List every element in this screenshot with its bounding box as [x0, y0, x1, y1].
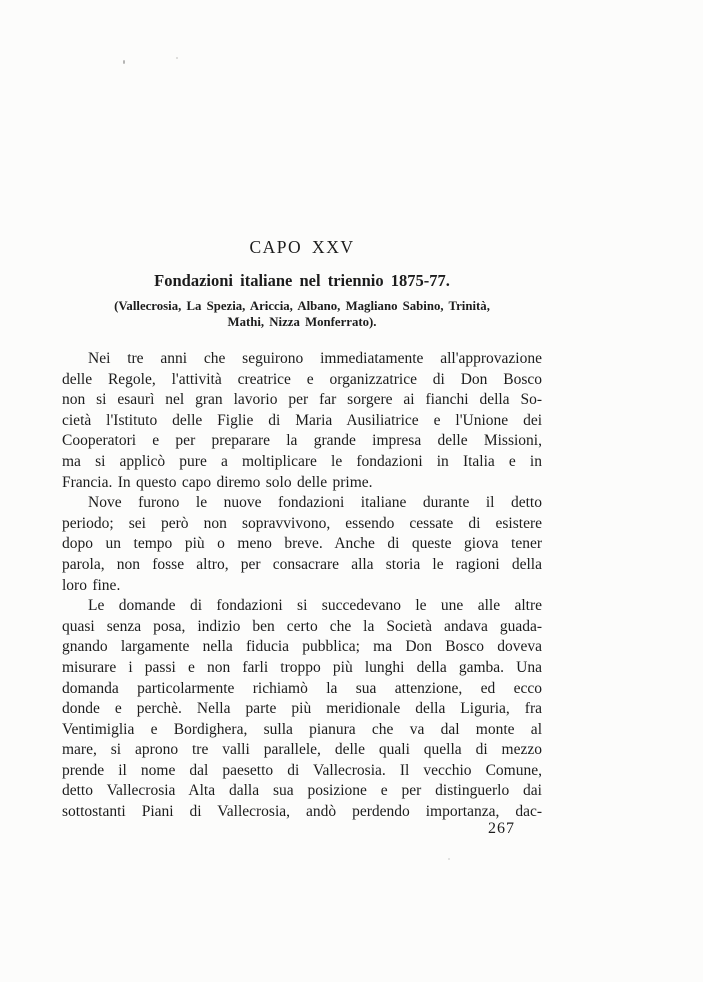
- text-line: delle Regole, l'attività creatrice e organizzatrice di Don Bosco: [62, 370, 542, 388]
- paragraph: [62, 349, 542, 493]
- scan-speck: [176, 57, 178, 59]
- text-line: periodo; sei però non sopravvivono, essendo cessate di esistere: [62, 514, 542, 532]
- text-line: Ventimiglia e Bordighera, sulla pianura che va dal monte al: [62, 720, 542, 738]
- text-block: [62, 237, 542, 823]
- subtitle-line-1: (Vallecrosia, La Spezia, Ariccia, Albano, Magliano Sabino, Trinità,: [114, 299, 490, 313]
- text-line: Nei tre anni che seguirono immediatamente all'approvazione: [88, 350, 542, 367]
- text-line: loro fine.: [62, 576, 121, 594]
- text-line: Le domande di fondazioni si succedevano le une alle altre: [88, 597, 542, 615]
- paragraph: [62, 596, 542, 823]
- text-line: detto Vallecrosia Alta dalla sua posizione e per distinguerlo dai: [62, 782, 542, 800]
- paragraph: [62, 493, 542, 596]
- text-line: cietà l'Istituto delle Figlie di Maria Ausiliatrice e l'Unione dei: [62, 411, 542, 429]
- text-line: quasi senza posa, indizio ben certo che la Società andava guada-: [62, 617, 542, 635]
- chapter-title: CAPO XXV: [249, 237, 355, 257]
- body-text: [62, 349, 542, 823]
- text-line: Cooperatori e per preparare la grande impresa delle Missioni,: [62, 432, 542, 450]
- text-line: non si esaurì nel gran lavorio per far sorgere ai fianchi della So-: [62, 391, 542, 409]
- text-line: ma si applicò pure a moltiplicare le fondazioni in Italia e in: [62, 452, 542, 470]
- text-line: sottostanti Piani di Vallecrosia, andò perdendo importanza, dac-: [62, 803, 542, 821]
- scan-speck: [448, 858, 450, 860]
- page-number: 267: [488, 820, 515, 837]
- text-line: misurare i passi e non farli troppo più lunghi della gamba. Una: [62, 658, 542, 676]
- text-line: dopo un tempo più o meno breve. Anche di queste giova tener: [62, 535, 542, 553]
- text-line: gnando largamente nella fiducia pubblica; ma Don Bosco doveva: [62, 638, 542, 656]
- text-line: donde e perchè. Nella parte più meridionale della Liguria, fra: [62, 700, 542, 718]
- subtitle-line-2: Mathi, Nizza Monferrato).: [227, 314, 377, 329]
- section-title: Fondazioni italiane nel triennio 1875-77.: [154, 271, 450, 290]
- text-line: prende il nome dal paesetto di Vallecrosia. Il vecchio Comune,: [62, 761, 542, 779]
- text-line: Francia. In questo capo diremo solo delle prime.: [62, 473, 373, 491]
- text-line: domanda particolarmente richiamò la sua attenzione, ed ecco: [62, 679, 542, 697]
- text-line: mare, si aprono tre valli parallele, delle quali quella di mezzo: [62, 741, 542, 759]
- text-line: parola, non fosse altro, per consacrare alla storia le ragioni della: [62, 555, 542, 573]
- scan-speck: [123, 60, 125, 64]
- text-line: Nove furono le nuove fondazioni italiane durante il detto: [88, 494, 542, 512]
